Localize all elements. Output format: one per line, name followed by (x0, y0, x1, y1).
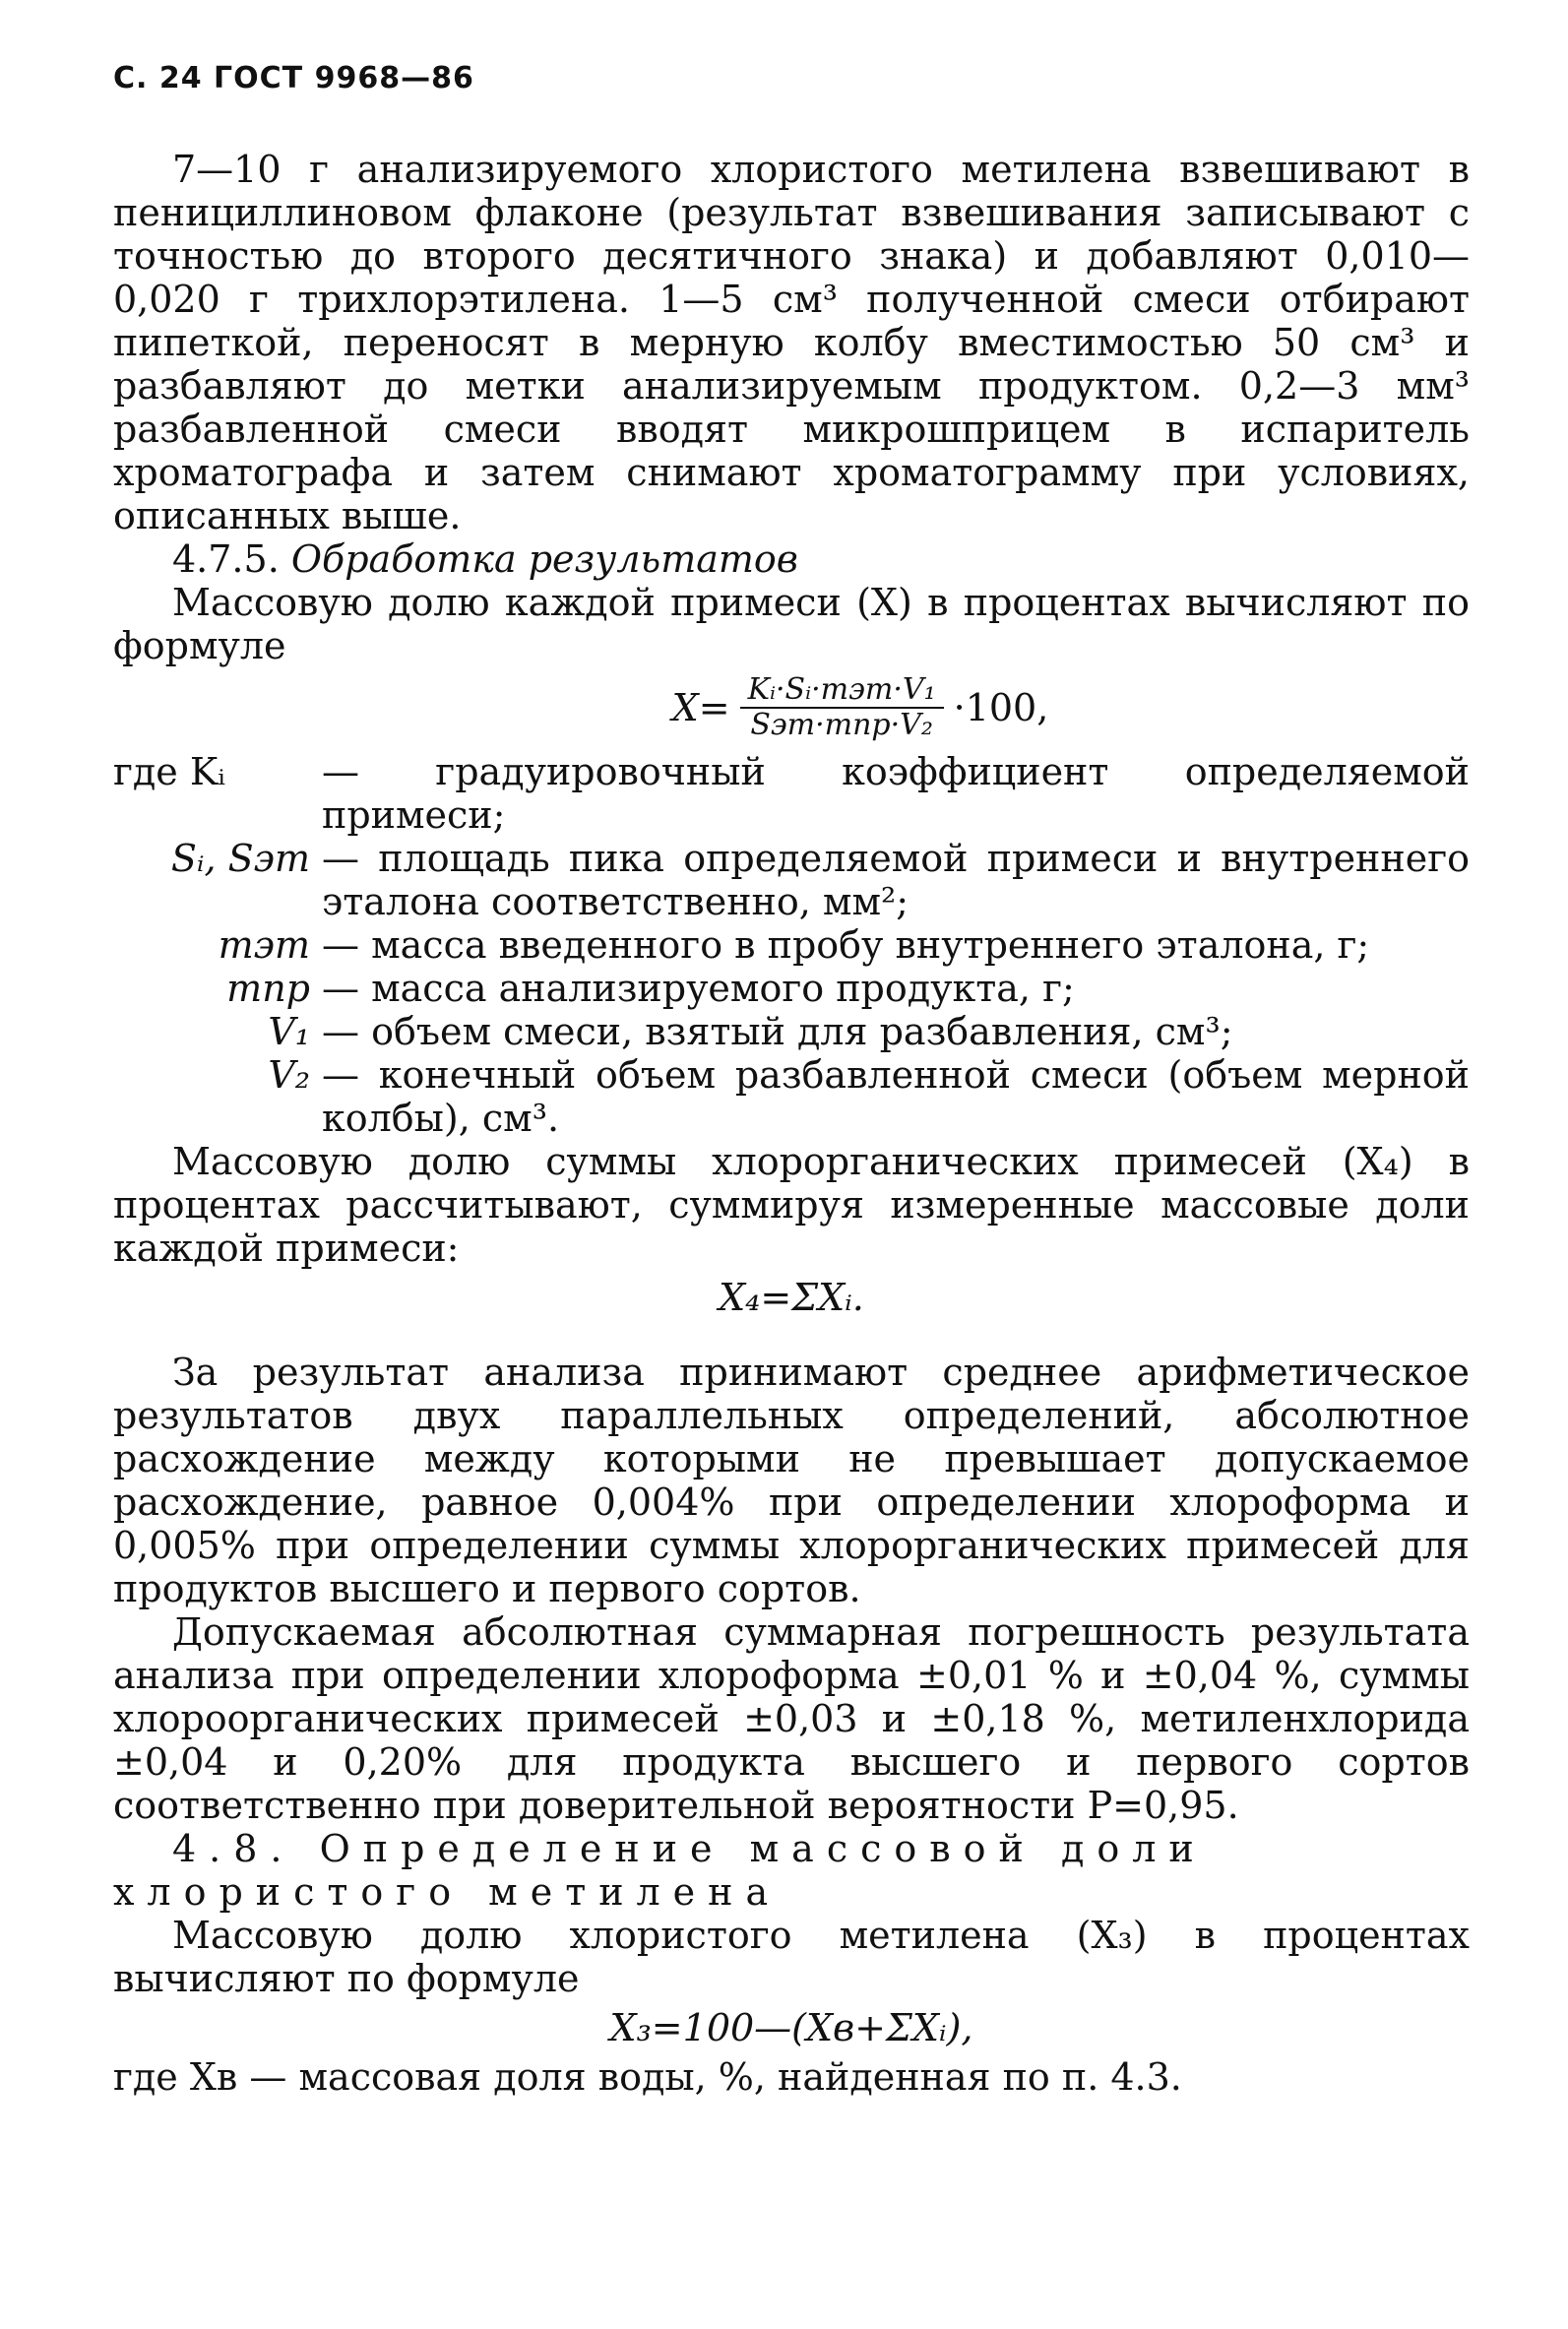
definition-text: — градуировочный коэффициент определяемой примеси; (322, 750, 1470, 837)
paragraph-error: Допускаемая абсолютная суммарная погрешность результата анализа при определении хлороформа ±0,01 % и ±0,04 %, суммы хлороорганических примесей ±0,03 и ±0,18 %, метиленхлорида ±0,04 и 0,20% для продукта высшего и первого сортов соответственно при доверительной вероятности P=0,95. (113, 1610, 1470, 1827)
definition-row (113, 923, 1470, 967)
formula-x (113, 673, 1470, 742)
paragraph-water-note: где Xв — массовая доля воды, %, найденная по п. 4.3. (113, 2055, 1182, 2099)
definition-text: — масса введенного в пробу внутреннего эталона, г; (322, 923, 1370, 967)
section-title: Обработка результатов (290, 537, 798, 581)
definition-row (113, 1053, 1470, 1140)
spacer (113, 1325, 1470, 1351)
definition-row (113, 1010, 1470, 1053)
paragraph-methylene-intro: Массовую долю хлористого метилена (X₃) в процентах вычисляют по формуле (113, 1914, 1470, 2000)
definition-text: — объем смеси, взятый для разбавления, см³; (322, 1010, 1233, 1053)
paragraph-sample-prep: 7—10 г анализируемого хлористого метилена взвешивают в пенициллиновом флаконе (результат взвешивания записывают с точностью до второго десятичного знака) и добавляют 0,010—0,020 г трихлорэтилена. 1—5 см³ полученной смеси отбирают пипеткой, переносят в мерную колбу вместимостью 50 см³ и разбавляют до метки анализируемым продуктом. 0,2—3 мм³ разбавленной смеси вводят микрошприцем в испаритель хроматографа и затем снимают хроматограмму при условиях, описанных выше. (113, 148, 1470, 537)
section-4-7-5-heading (113, 537, 1470, 581)
paragraph-result: За результат анализа принимают среднее арифметическое результатов двух параллельных определений, абсолютное расхождение между которыми не превышает допускаемое расхождение, равное 0,004% при определении хлороформа и 0,005% при определении суммы хлорорганических примесей для продуктов высшего и первого сортов. (113, 1351, 1470, 1610)
paragraph-sum-intro: Массовую долю суммы хлорорганических примесей (X₄) в процентах рассчитывают, суммируя измеренные массовые доли каждой примеси: (113, 1140, 1470, 1270)
definition-text: — масса анализируемого продукта, г; (322, 967, 1075, 1010)
paragraph-mass-fraction-intro: Массовую долю каждой примеси (X) в процентах вычисляют по формуле (113, 581, 1470, 667)
formula-x-denominator: Sэт·mпр·V₂ (750, 708, 933, 742)
definition-symbol: mэт (218, 923, 310, 967)
formula-x-tail: ·100, (953, 686, 1049, 729)
definition-symbol: V₂ (268, 1053, 310, 1097)
formula-x4: X₄=ΣXᵢ. (719, 1276, 864, 1319)
formula-x-lhs: X= (671, 686, 730, 729)
definition-text: — площадь пика определяемой примеси и внутреннего эталона соответственно, мм²; (322, 837, 1470, 923)
page-header: С. 24 ГОСТ 9968—86 (113, 61, 474, 95)
formula-x-fraction (740, 673, 944, 742)
section-number: 4.7.5. (172, 537, 280, 581)
definition-row (113, 837, 1470, 923)
definition-row (113, 750, 1470, 837)
document-body (113, 148, 1470, 2099)
definition-symbol: где Kᵢ (113, 750, 225, 793)
definition-text: — конечный объем разбавленной смеси (объем мерной колбы), см³. (322, 1053, 1470, 1140)
definitions-list (113, 750, 1470, 1140)
section-4-8-heading: 4.8. Определение массовой доли хлористого метилена (113, 1827, 1207, 1914)
definition-symbol: Sᵢ, Sэт (170, 837, 310, 880)
formula-x-numerator: Kᵢ·Sᵢ·mэт·V₁ (740, 673, 944, 709)
definition-row (113, 967, 1470, 1010)
formula-x3: X₃=100—(Xв+ΣXᵢ), (609, 2006, 973, 2049)
definition-symbol: V₁ (268, 1010, 310, 1053)
definition-symbol: mпр (226, 967, 310, 1010)
